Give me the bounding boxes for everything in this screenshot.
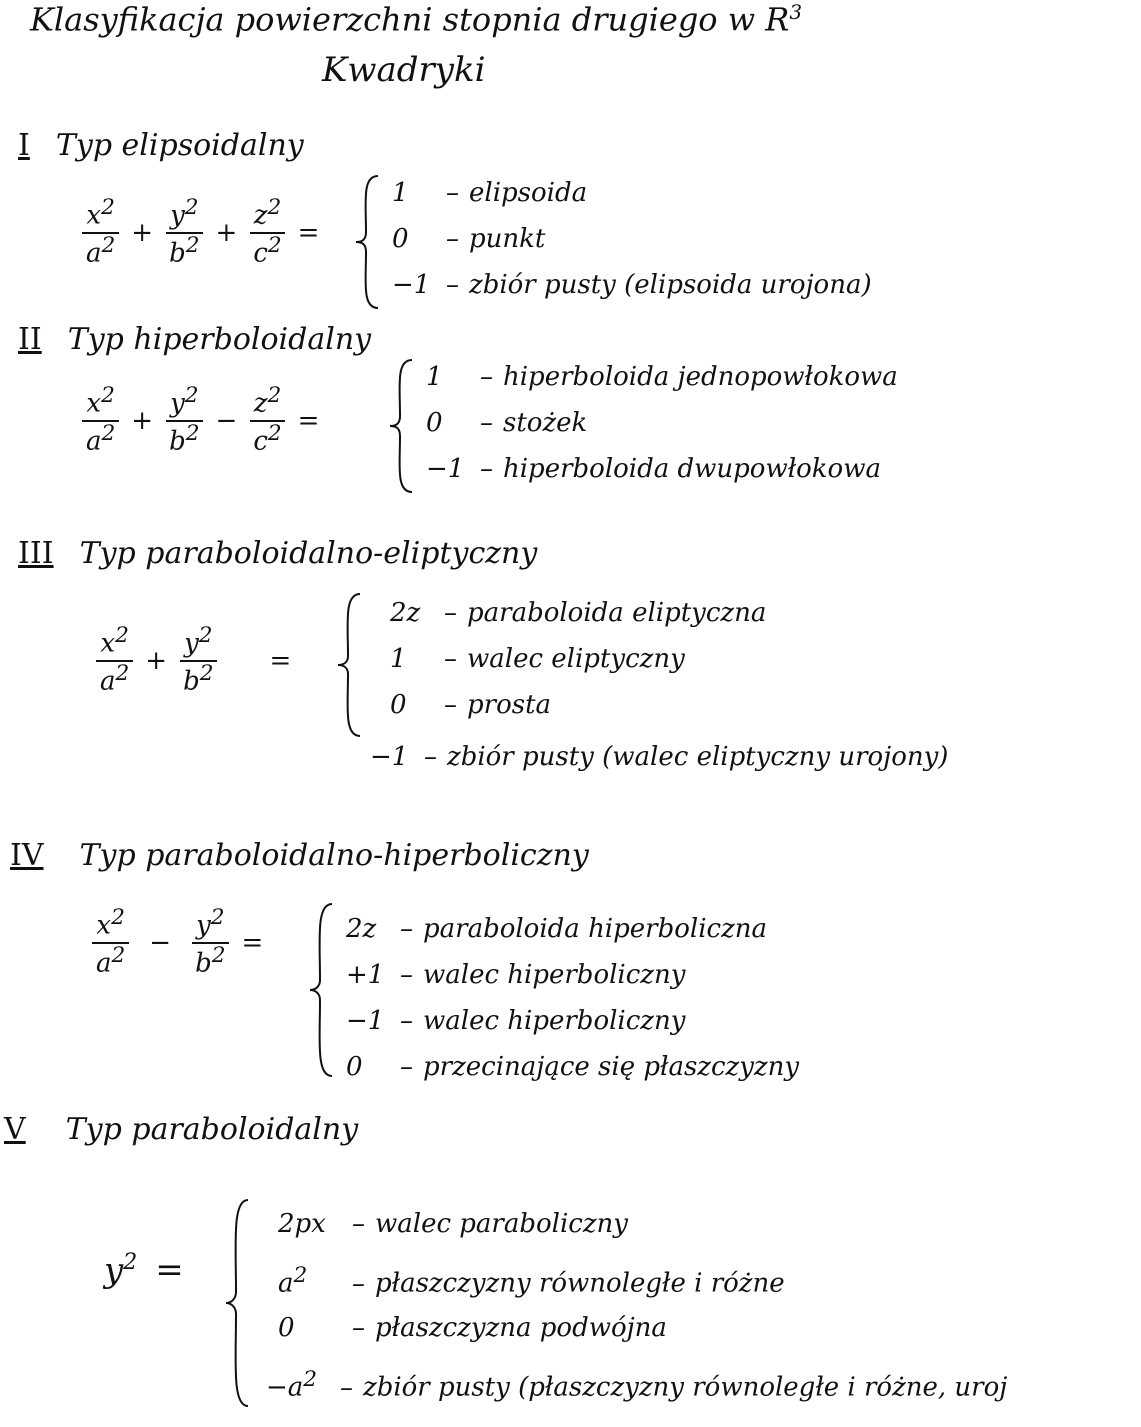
case-row: 2z – paraboloida eliptyczna bbox=[390, 598, 767, 628]
type-heading-5 bbox=[4, 1112, 358, 1147]
fraction-x-a: $\frac{x^2}{a^2}$ bbox=[82, 384, 119, 457]
case-row: 1 – walec eliptyczny bbox=[390, 644, 685, 674]
fraction-y-b: $\frac{y^2}{b^2}$ bbox=[165, 384, 203, 457]
equation-lhs-5: $y^2$ = bbox=[104, 1250, 184, 1291]
case-row: 0 – płaszczyzna podwójna bbox=[278, 1313, 667, 1343]
y-squared: $y^2$ bbox=[104, 1250, 138, 1291]
type-numeral: IV bbox=[10, 838, 44, 873]
case-row: −1 – zbiór pusty (walec eliptyczny urojony) bbox=[370, 742, 949, 772]
cases-5 bbox=[266, 1198, 1008, 1406]
fraction-y-b: $\frac{y^2}{b^2}$ bbox=[165, 196, 203, 269]
case-row: 0 – prosta bbox=[390, 690, 552, 720]
case-row: −1 – zbiór pusty (elipsoida urojona) bbox=[392, 270, 872, 300]
case-row: −1 – hiperboloida dwupowłokowa bbox=[426, 454, 881, 484]
type-heading-4 bbox=[10, 838, 589, 873]
fraction-z-c: $\frac{z^2}{c^2}$ bbox=[249, 196, 285, 269]
type-name: Typ paraboloidalno-hiperboliczny bbox=[79, 838, 589, 873]
type-numeral: I bbox=[18, 128, 30, 163]
type-heading-3 bbox=[18, 536, 537, 571]
page-subtitle: Kwadryki bbox=[322, 50, 486, 90]
case-row: −1 – walec hiperboliczny bbox=[346, 1006, 686, 1036]
brace-4 bbox=[306, 900, 336, 1080]
equation-lhs-2: $\frac{x^2}{a^2}$ + $\frac{y^2}{b^2}$ − $\frac{z^2}{c^2}$ = bbox=[78, 384, 327, 457]
case-row: $-a^2$ – zbiór pusty (płaszczyzny równoległe i różne, uroj bbox=[266, 1367, 1008, 1403]
fraction-x-a: $\frac{x^2}{a^2}$ bbox=[82, 196, 119, 269]
case-row: 2px – walec paraboliczny bbox=[278, 1209, 628, 1239]
page-title bbox=[30, 0, 802, 39]
fraction-x-a: $\frac{x^2}{a^2}$ bbox=[96, 624, 133, 697]
cases-2 bbox=[426, 354, 898, 492]
brace-5 bbox=[222, 1196, 252, 1410]
case-row: 0 – stożek bbox=[426, 408, 588, 438]
equation-lhs-4: $\frac{x^2}{a^2}$ − $\frac{y^2}{b^2}$ = bbox=[88, 906, 271, 979]
title-exponent: 3 bbox=[789, 0, 803, 24]
brace-3 bbox=[334, 590, 364, 740]
cases-4 bbox=[346, 906, 799, 1090]
type-numeral: III bbox=[18, 536, 54, 571]
type-numeral: V bbox=[4, 1112, 26, 1147]
case-row: 1 – elipsoida bbox=[392, 178, 588, 208]
type-numeral: II bbox=[18, 322, 42, 357]
type-name: Typ elipsoidalny bbox=[55, 128, 304, 163]
case-row: 0 – przecinające się płaszczyzny bbox=[346, 1052, 800, 1082]
fraction-y-b: $\frac{y^2}{b^2}$ bbox=[191, 906, 229, 979]
type-name: Typ paraboloidalny bbox=[65, 1112, 359, 1147]
brace-1 bbox=[352, 172, 382, 312]
case-row: 2z – paraboloida hiperboliczna bbox=[346, 914, 768, 944]
fraction-x-a: $\frac{x^2}{a^2}$ bbox=[92, 906, 129, 979]
case-row: +1 – walec hiperboliczny bbox=[346, 960, 686, 990]
brace-2 bbox=[386, 356, 416, 496]
fraction-y-b: $\frac{y^2}{b^2}$ bbox=[179, 624, 217, 697]
case-row: 1 – hiperboloida jednopowłokowa bbox=[426, 362, 898, 392]
fraction-z-c: $\frac{z^2}{c^2}$ bbox=[249, 384, 285, 457]
type-name: Typ paraboloidalno-eliptyczny bbox=[79, 536, 538, 571]
cases-1 bbox=[392, 170, 872, 308]
equation-lhs-3: $\frac{x^2}{a^2}$ + $\frac{y^2}{b^2}$ = bbox=[92, 624, 299, 697]
case-row: $a^2$ – płaszczyzny równoległe i różne bbox=[278, 1263, 785, 1299]
type-name: Typ hiperboloidalny bbox=[67, 322, 372, 357]
type-heading-2 bbox=[18, 322, 371, 357]
cases-3 bbox=[370, 590, 949, 780]
page-title-text: Klasyfikacja powierzchni stopnia drugiego w R bbox=[30, 0, 790, 39]
type-heading-1 bbox=[18, 128, 304, 163]
case-row: 0 – punkt bbox=[392, 224, 546, 254]
equation-lhs-1: $\frac{x^2}{a^2}$ + $\frac{y^2}{b^2}$ + $\frac{z^2}{c^2}$ = bbox=[78, 196, 327, 269]
